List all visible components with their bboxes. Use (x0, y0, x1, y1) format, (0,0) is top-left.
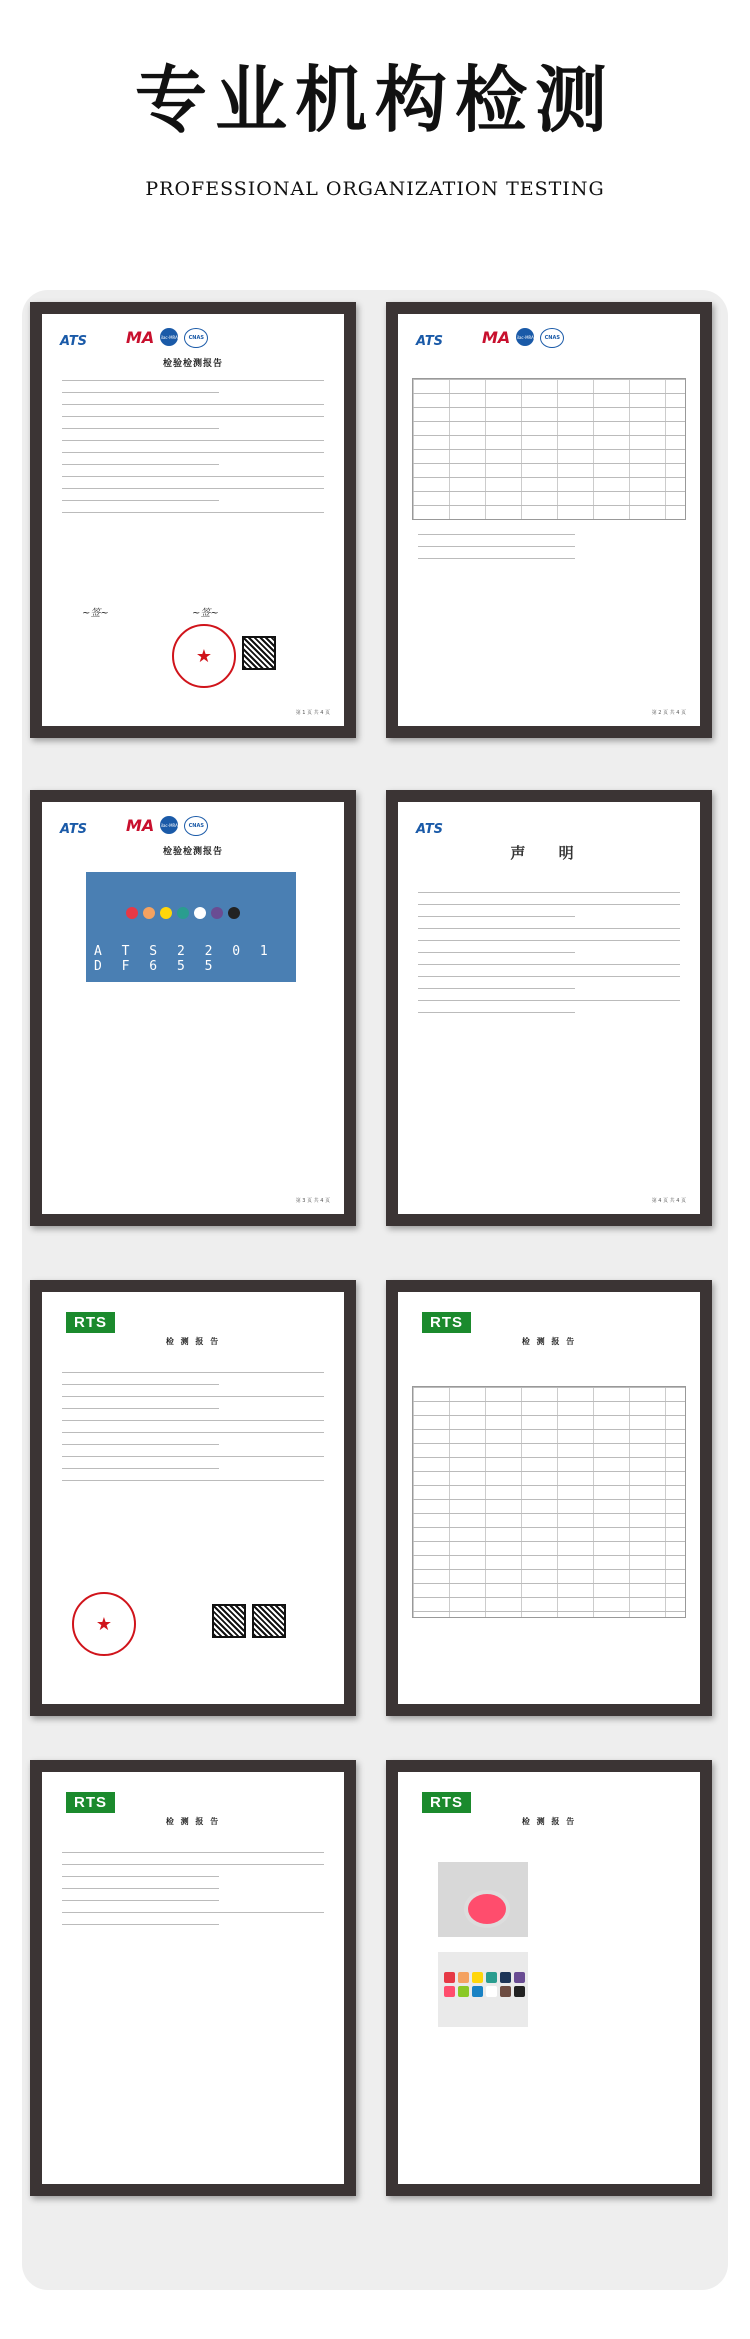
ats-report-page-1 (42, 314, 344, 726)
certificate-frame (30, 1760, 356, 2196)
rts-logo: RTS (66, 1792, 115, 1813)
conclusion-lines (62, 1852, 324, 1936)
sample-photo (438, 1862, 528, 1937)
cnas-logo: CNAS (184, 816, 208, 836)
report-body-lines (62, 380, 324, 524)
rts-report-page-3 (42, 1772, 344, 2184)
signature: ~签~ (82, 608, 109, 619)
report-title: 检 测 报 告 (521, 1817, 577, 1826)
ats-report-page-3 (42, 802, 344, 1214)
star-icon: ★ (195, 645, 213, 667)
ma-logo: MA (126, 816, 155, 835)
qr-code (252, 1604, 286, 1638)
sample-photo (86, 872, 296, 982)
ats-report-page-2 (398, 314, 700, 726)
page-subtitle: PROFESSIONAL ORGANIZATION TESTING (145, 178, 605, 200)
certificate-frame (386, 1760, 712, 2196)
photo-code: A T S 2 2 0 1 D F 6 5 5 (94, 944, 274, 974)
report-title: 检 测 报 告 (521, 1337, 577, 1346)
report-title: 检 测 报 告 (165, 1817, 221, 1826)
rts-logo: RTS (422, 1792, 471, 1813)
certificate-frame (386, 1280, 712, 1716)
results-table (412, 1386, 686, 1618)
official-stamp (72, 1592, 136, 1656)
report-title: 检验检测报告 (162, 847, 223, 857)
page-number: 第 2 页 共 4 页 (651, 710, 686, 716)
paint-palette (444, 1972, 525, 1997)
report-title: 检 测 报 告 (165, 1337, 221, 1346)
certificate-frame (386, 790, 712, 1226)
ats-logo: ATS (416, 822, 444, 837)
page-number: 第 3 页 共 4 页 (295, 1198, 330, 1204)
ilac-logo: ilac-MRA (160, 816, 178, 834)
certificate-frame (30, 790, 356, 1226)
declaration-lines (418, 892, 680, 1024)
ilac-logo: ilac-MRA (516, 328, 534, 346)
ats-logo: ATS (416, 334, 444, 349)
rts-logo: RTS (66, 1312, 115, 1333)
certificate-frame (30, 1280, 356, 1716)
pink-paint-pot (464, 1890, 510, 1928)
page-title: 专业机构检测 (134, 58, 615, 142)
ma-logo: MA (482, 328, 511, 347)
declaration-title: 声 明 (510, 844, 588, 862)
ats-logo: ATS (60, 334, 88, 349)
ilac-logo: ilac-MRA (160, 328, 178, 346)
paint-dots (126, 907, 240, 919)
report-title: 检验检测报告 (162, 359, 223, 369)
ats-declaration-page (398, 802, 700, 1214)
rts-report-page-1 (42, 1292, 344, 1704)
official-stamp (172, 624, 236, 688)
rts-report-page-2 (398, 1292, 700, 1704)
signature: ~签~ (192, 608, 219, 619)
results-table (412, 378, 686, 520)
cnas-logo: CNAS (540, 328, 564, 348)
notes-lines (418, 534, 680, 570)
qr-code (242, 636, 276, 670)
page-number: 第 1 页 共 4 页 (295, 710, 330, 716)
certificate-frame (30, 302, 356, 738)
cnas-logo: CNAS (184, 328, 208, 348)
report-body-lines (62, 1372, 324, 1492)
rts-report-page-4 (398, 1772, 700, 2184)
qr-code (212, 1604, 246, 1638)
page-number: 第 4 页 共 4 页 (651, 1198, 686, 1204)
star-icon: ★ (95, 1613, 113, 1635)
certificate-frame (386, 302, 712, 738)
rts-logo: RTS (422, 1312, 471, 1333)
ma-logo: MA (126, 328, 155, 347)
sample-photo (438, 1952, 528, 2027)
ats-logo: ATS (60, 822, 88, 837)
